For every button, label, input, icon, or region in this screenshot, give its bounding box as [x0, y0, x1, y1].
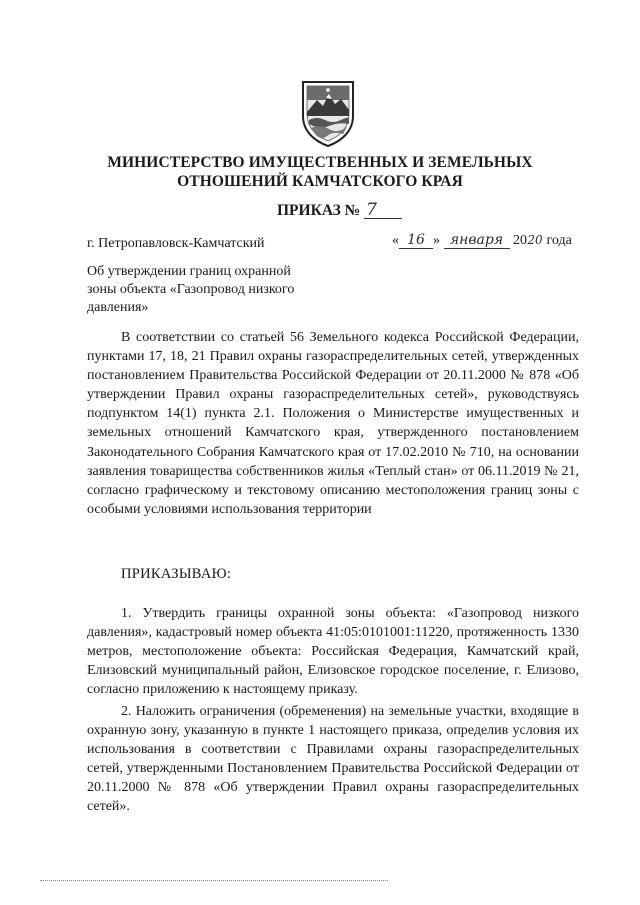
date-year-suffix: 20: [527, 233, 543, 247]
order-date: [392, 233, 572, 249]
ministry-title-line2: ОТНОШЕНИЙ КАМЧАТСКОГО КРАЯ: [177, 173, 463, 190]
order-number: 7: [364, 203, 402, 219]
subject-line2: зоны объекта «Газопровод низкого: [87, 282, 295, 297]
date-month: января: [444, 233, 510, 249]
date-year-prefix: 20: [513, 233, 527, 248]
order-word: ПРИКАЗЫВАЮ:: [121, 566, 232, 582]
order-heading: [277, 202, 402, 220]
footer-divider: [40, 880, 388, 881]
order-subject: [87, 263, 317, 317]
subject-line1: Об утверждении границ охранной: [87, 264, 291, 279]
date-close-quote: »: [433, 233, 440, 248]
kamchatka-coat-of-arms-icon: [299, 78, 357, 148]
preamble-paragraph: В соответствии со статьей 56 Земельного кодекса Российской Федерации, пунктами 17, 18, 21 Правил охраны газораспределительных сетей, утвержденных постановлением Правительства Российской Федерации от 20.11.2000 № 878 «Об утверждении Правил охраны газораспределительных сетей», руководствуясь подпунктом 14(1) пункта 2.1. Положения о Министерстве имущественных и земельных отношений Камчатского края, утвержденного постановлением Законодательного Собрания Камчатского края от 17.02.2010 № 710, на основании заявления товарищества собственников жилья «Теплый стан» от 06.11.2019 № 21, согласно графическому и текстовому описанию местоположения границ зоны с особыми условиями использования территории: [87, 330, 579, 517]
date-year-word: года: [546, 233, 572, 248]
order-item-2: 2. Наложить ограничения (обременения) на земельные участки, входящие в охранную зону, указанную в пункте 1 настоящего приказа, определив условия их использования в соответствии с Правилами охраны газораспределительных сетей, утвержденными Постановлением Правительства Российской Федерации от 20.11.2000 № 878 «Об утверждении Правил охраны газораспределительных сетей».: [87, 704, 579, 815]
ministry-title: [0, 153, 640, 191]
ministry-title-line1: МИНИСТЕРСТВО ИМУЩЕСТВЕННЫХ И ЗЕМЕЛЬНЫХ: [107, 154, 533, 171]
place-of-issue: г. Петропавловск-Камчатский: [87, 236, 265, 251]
date-day: 16: [399, 233, 433, 249]
date-open-quote: «: [392, 233, 399, 248]
order-label: ПРИКАЗ №: [277, 202, 361, 219]
order-item-1: 1. Утвердить границы охранной зоны объекта: «Газопровод низкого давления», кадастровый номер объекта 41:05:0101001:11220, протяженность 1330 метров, местоположение объекта: Российская Федерация, Камчатский край, Елизовский муниципальный район, Елизовское городское поселение, г. Елизово, согласно приложению к настоящему приказу.: [87, 606, 579, 698]
subject-line3: давления»: [87, 300, 149, 315]
